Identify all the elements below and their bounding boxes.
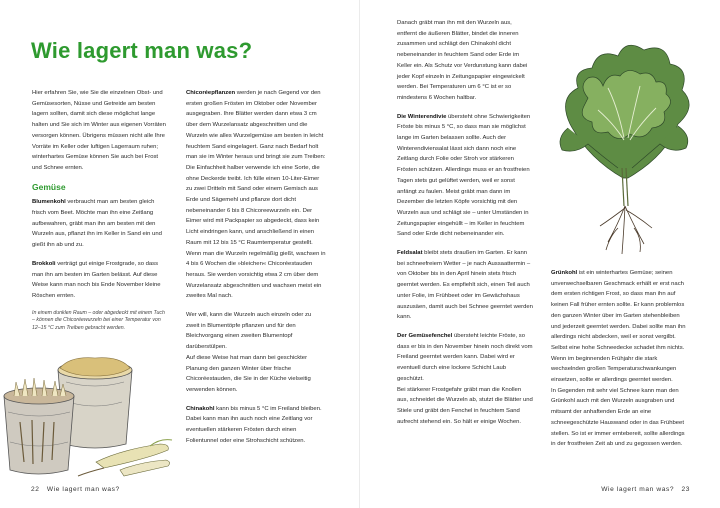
paragraph-gruenkohl-2: In Gegenden mit sehr viel Schnee kann man den Grünkohl auch mit den Wurzeln ausgraben und mitsamt der anhaftenden Erde an eine schneegeschützte Hauswand oder in das Frühbeet stellen. So ist er immer erntebereit, sollte allerdings in der frostfreien Zeit ab und zu gegossen werden. xyxy=(551,387,685,448)
running-head-left: Wie lagert man was? xyxy=(46,486,120,493)
paragraph-fenchel-2: Bei stärkerer Frostgefahr gräbt man die Knollen aus, schneidet die Wurzeln ab, stutzt die Blätter und Stiele und gräbt den Fenchel in feuchtem Sand aufrecht stehend ein. So hält er einige Wochen. xyxy=(397,386,533,425)
page-number-left xyxy=(31,486,120,493)
paragraph-blumenkohl xyxy=(32,197,166,251)
paragraph-gruenkohl xyxy=(551,268,689,386)
term-gruenkohl: Grünkohl xyxy=(551,270,578,276)
text-blumenkohl: verbraucht man am besten gleich frisch vom Beet. Möchte man ihn eine Zeitlang aufbewahren, gräbt man ihn am besten mit den Wurzeln aus, pflanzt ihn im Keller in Sand ein und gießt ihn ab und zu. xyxy=(32,199,162,249)
term-winterendivie: Die Winterendivie xyxy=(397,113,447,120)
text-feldsalat: bleibt stets draußen im Garten. Er kann bei schneefreiem Wetter – je nach Aussaattermin – von Oktober bis in den April hinein stets frisch geerntet werden. Es empfiehlt sich, einen Teil auch unter Folie, im Frühbeet oder im Gewächshaus auszusäen, damit auch bei Schnee geerntet werden kann. xyxy=(397,250,533,321)
paragraph-chinakohl xyxy=(186,404,326,447)
page-number-22: 22 xyxy=(31,486,40,493)
text-chicoree: werden je nach Gegend vor den ersten großen Frösten im Oktober oder November ausgegraben. Ihre Blätter werden dann etwa 3 cm über dem Wurzelansatz abgeschnitten und die Wurzeln wie alles Wurzelgemüse am besten in leicht feuchtem Sand eingelagert. Ganz nach Bedarf holt man sie im Winter heraus und bringt sie zum Treiben: Die Einfachheit halber verwende ich eine Sorte, die ohne Deckerde treibt. Ich fülle einen 10-Liter-Eimer zu zwei Dritteln mit Sand oder einem Gemisch aus Erde und Sägemehl und pflanze dort dicht nebeneinander 6 bis 8 Chicoreewurzeln ein. Der Eimer wird mit Packpapier so abgedeckt, dass kein Licht eindringen kann, und anschließend in einen Raum mit 12 bis 15 °C Raumtemperatur gestellt. Wenn man die Wurzeln regelmäßig gießt, wachsen in 4 bis 6 Wochen die »bleichen« Chicoréestauden heraus. Sie werden vorsichtig etwa 2 cm über dem Wurzelansatz abgeschnitten und wachsen meist ein zweites Mal nach. xyxy=(186,90,326,300)
kale-illustration xyxy=(548,28,698,260)
section-heading-gemuese: Gemüse xyxy=(32,181,66,192)
term-fenchel: Der Gemüsefenchel xyxy=(397,332,453,339)
paragraph-chicoree xyxy=(186,88,326,302)
page-title: Wie lagert man was? xyxy=(31,38,253,63)
image-caption: In einem dunklen Raum – oder abgedeckt mit einem Tuch – können die Chicoréewurzeln bei einer Temperatur von 12–15 °C zum Treiben gebracht werden. xyxy=(32,309,165,331)
left-column-2 xyxy=(186,88,326,455)
page-number-right xyxy=(601,486,690,493)
paragraph-brokkoli xyxy=(32,259,166,302)
right-column-2 xyxy=(551,268,689,458)
page-number-23: 23 xyxy=(681,486,690,493)
paragraph-chinakohl-cont: Danach gräbt man ihn mit den Wurzeln aus, entfernt die äußeren Blätter, bindet die inneren zusammen und schlägt den Chinakohl dicht nebeneinander in feuchtem Sand oder Erde im Keller ein. Als Schutz vor Verdunstung kann dabei jeder Kopf einzeln in Zeitungspapier eingewickelt werden. Bei Temperaturen um 6 °C ist er so mindestens 6 Wochen haltbar. xyxy=(397,20,528,101)
intro-paragraph: Hier erfahren Sie, wie Sie die einzelnen Obst- und Gemüsesorten, Nüsse und Getreide am besten lagern sollten, damit sich diese möglichst lange halten und Sie sich im Winter aus eigenen Vorräten versorgen können. Übrigens müssen nicht alle Ihre Vorräte im Keller oder luftigen Lagerraum ruhen; winterhartes Gemüse können Sie auch bei Frost und Schnee ernten. xyxy=(32,90,166,171)
term-chinakohl: Chinakohl xyxy=(186,405,215,412)
left-column-1 xyxy=(32,88,166,332)
text-chinakohl: kann bis minus 5 °C im Freiland bleiben. Dabei kann man ihn auch noch eine Zeitlang vor eventuellen stärkeren Frösten durch einen Folientunnel oder eine Strohschicht schützen. xyxy=(186,405,322,444)
paragraph-fenchel xyxy=(397,331,533,385)
right-column-1 xyxy=(397,18,533,435)
running-head-right: Wie lagert man was? xyxy=(601,486,675,493)
paragraph-winterendivie xyxy=(397,112,533,240)
text-brokkoli: verträgt gut einige Frostgrade, so dass man ihn am besten im Garten belässt. Auf diese Weise kann man noch bis Ende November kleine Röschen ernten. xyxy=(32,260,161,299)
text-winterendivie: übersteht ohne Schwierigkeiten Fröste bis minus 5 °C, so dass man sie möglichst lange im Garten belassen sollte. Auch der Winterendiviensalat lässt sich dann noch eine Zeitlang durch Folie oder Stroh vor stärkeren Frösten schützen. Allerdings muss er an frostfreien Tagen stets gut gelüftet werden, weil er sonst anfängt zu faulen. Meist gräbt man dann im Dezember die letzten Köpfe vorsichtig mit den Wurzeln aus und schlägt sie – unter Umständen in Zeitungspapier eingehüllt – im Keller in feuchtem Sand oder Erde dicht nebeneinander ein. xyxy=(397,113,531,238)
term-blumenkohl: Blumenkohl xyxy=(32,199,66,206)
text-gruenkohl: ist ein winterhartes Gemüse; seinen unverwechselbaren Geschmack erhält er erst nach dem ersten richtigen Frost, so dass man ihn auf keinen Fall früher ernten sollte. Er kann problemlos den ganzen Winter über im Garten stehenbleiben und jederzeit geerntet werden. Dabei sollte man ihn allerdings nicht abdecken, weil er sonst vergilbt. Selbst eine hohe Schneedecke schadet ihm nichts. Wenn im beginnenden Frühjahr die stark wechselnden großen Temperaturschwankungen einsetzen, sollte er allerdings geerntet werden. xyxy=(551,270,686,384)
paragraph-feldsalat xyxy=(397,248,533,323)
term-brokkoli: Brokkoli xyxy=(32,260,56,267)
term-chicoree: Chicoréepflanzen xyxy=(186,90,236,96)
chicory-bucket-illustration xyxy=(0,352,180,482)
text-fenchel: übersteht leichte Fröste, so dass er bis in den November hinein noch direkt vom Freiland geerntet werden kann. Dabei wird er eventuell durch eine lockere Schicht Laub geschützt. xyxy=(397,332,533,382)
paragraph-chicoree-2: Wer will, kann die Wurzeln auch einzeln oder zu zweit in Blumentöpfe pflanzen und für den Bleichvorgang einen zweiten Blumentopf darüberstülpen. xyxy=(186,312,312,351)
right-page xyxy=(360,0,720,508)
term-feldsalat: Feldsalat xyxy=(397,250,423,257)
paragraph-chicoree-3: Auf diese Weise hat man dann bei geschickter Planung den ganzen Winter über frische Chicoréestauden, die Sie in der Küche vielseitig verwenden können. xyxy=(186,354,311,393)
